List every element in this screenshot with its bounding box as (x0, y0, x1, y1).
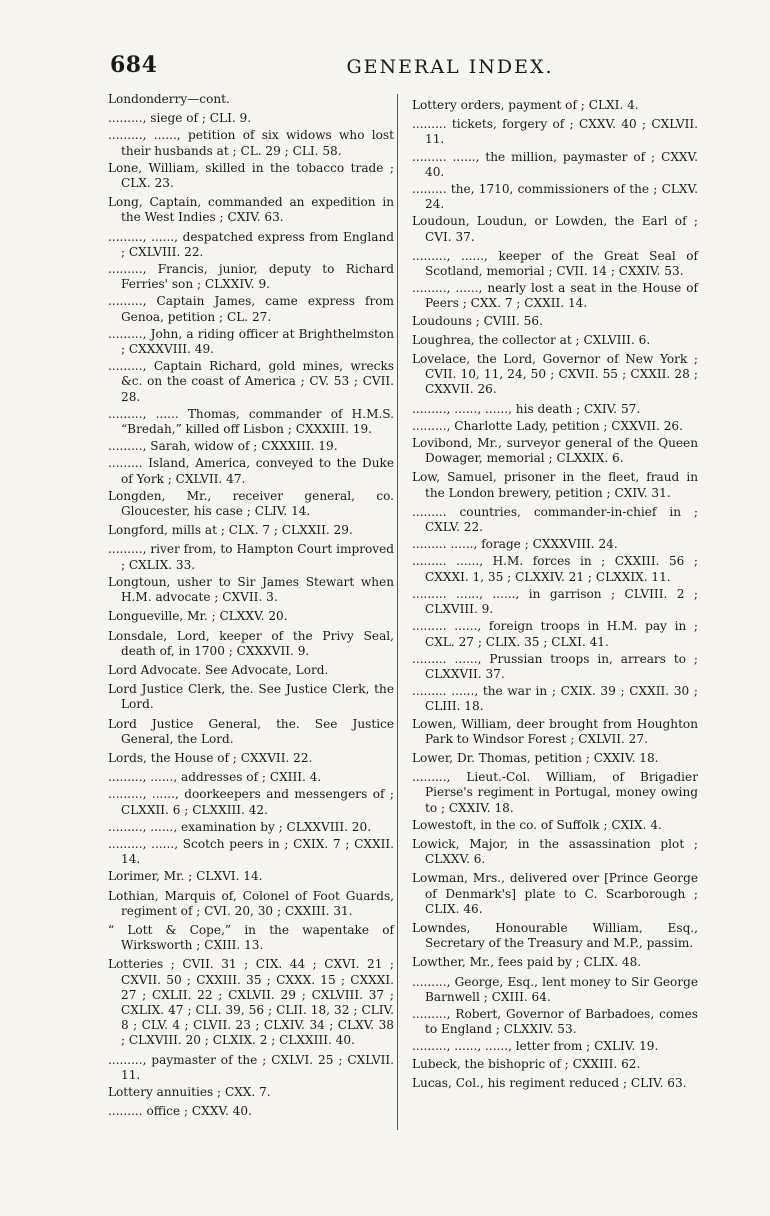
index-entry: ......... ......, Prussian troops in, arrears to ; CLXXVII. 37. (412, 651, 698, 681)
page-number: 684 (110, 52, 158, 78)
index-entry: ......... ......, forage ; CXXXVIII. 24. (412, 537, 618, 552)
right-index-column (412, 98, 698, 1095)
index-entry: Long, Captain, commanded an expedition in the West Indies ; CXIV. 63. (108, 195, 394, 225)
index-entry: Lorimer, Mr. ; CLXVI. 14. (108, 869, 263, 884)
index-entry: Lovelace, the Lord, Governor of New York ; CVII. 10, 11, 24, 50 ; CXVII. 55 ; CXXII. 28 ; CXXVII. 26. (412, 352, 698, 397)
index-entry: ........., ......, Scotch peers in ; CXIX. 7 ; CXXII. 14. (108, 836, 394, 867)
index-entry: ......... ......, H.M. forces in ; CXXIII. 56 ; CXXXI. 1, 35 ; CLXXIV. 21 ; CLXXIX. 11. (412, 554, 698, 584)
index-entry: ........., Francis, junior, deputy to Richard Ferries' son ; CLXXIV. 9. (108, 262, 394, 292)
running-head: GENERAL INDEX. (346, 56, 554, 78)
index-entry: Lubeck, the bishopric of ; CXXIII. 62. (412, 1056, 641, 1071)
index-entry: ........., ......, addresses of ; CXIII. 4. (108, 770, 322, 785)
index-entry: Longden, Mr., receiver general, co. Gloucester, his case ; CLIV. 14. (108, 488, 394, 519)
index-entry: Loudouns ; CVIII. 56. (412, 313, 543, 328)
index-entry: Lord Advocate. See Advocate, Lord. (108, 662, 329, 677)
index-entry: ........., ......, petition of six widows who lost their husbands at ; CL. 29 ; CLI. 58. (108, 128, 394, 158)
index-entry: Lord Justice General, the. See Justice General, the Lord. (108, 716, 394, 746)
index-entry: ........., John, a riding officer at Brighthelmston ; CXXXVIII. 49. (108, 326, 394, 357)
index-entry: Lord Justice Clerk, the. See Justice Clerk, the Lord. (108, 682, 394, 712)
index-entry: Lottery annuities ; CXX. 7. (108, 1084, 271, 1099)
index-entry: ........., siege of ; CLI. 9. (108, 111, 252, 126)
index-entry: Lonsdale, Lord, keeper of the Privy Seal, death of, in 1700 ; CXXXVII. 9. (108, 628, 394, 658)
index-entry: ......... tickets, forgery of ; CXXV. 40 ; CXLVII. 11. (412, 117, 698, 147)
index-entry: ......... ......, the war in ; CXIX. 39 ; CXXII. 30 ; CLIII. 18. (412, 684, 698, 714)
index-entry: ......... ......, foreign troops in H.M. pay in ; CXL. 27 ; CLIX. 35 ; CLXI. 41. (412, 619, 698, 649)
index-entry: ........., Charlotte Lady, petition ; CXXVII. 26. (412, 418, 683, 433)
index-entry: Lowndes, Honourable William, Esq., Secretary of the Treasury and M.P., passim. (412, 920, 698, 951)
index-entry: Lowther, Mr., fees paid by ; CLIX. 48. (412, 955, 642, 970)
index-entry: Longueville, Mr. ; CLXXV. 20. (108, 609, 288, 624)
index-entry: Lone, William, skilled in the tobacco trade ; CLX. 23. (108, 160, 394, 191)
index-entry: Lovibond, Mr., surveyor general of the Queen Dowager, memorial ; CLXXIX. 6. (412, 436, 698, 466)
index-entry: ........., ......, doorkeepers and messengers of ; CLXXII. 6 ; CLXXIII. 42. (108, 787, 394, 817)
index-entry: Lords, the House of ; CXXVII. 22. (108, 750, 313, 765)
index-entry: ........., Lieut.-Col. William, of Brigadier Pierse's regiment in Portugal, money owing to ; CXXIV. 18. (412, 770, 698, 815)
index-entry: “ Lott & Cope,” in the wapentake of Wirksworth ; CXIII. 13. (108, 922, 394, 953)
index-entry: Lucas, Col., his regiment reduced ; CLIV. 63. (412, 1075, 687, 1090)
index-entry: Low, Samuel, prisoner in the fleet, fraud in the London brewery, petition ; CXIV. 31. (412, 470, 698, 500)
index-entry: Lowestoft, in the co. of Suffolk ; CXIX. 4. (412, 817, 662, 832)
index-entry: ........., ......, ......, his death ; CXIV. 57. (412, 401, 641, 416)
index-entry: Lowman, Mrs., delivered over [Prince George of Denmark's] plate to C. Scarborough ; CLIX. 46. (412, 871, 698, 916)
index-entry: ........., Captain James, came express from Genoa, petition ; CL. 27. (108, 294, 394, 324)
index-entry: ........., river from, to Hampton Court improved ; CXLIX. 33. (108, 542, 394, 572)
index-entry: ......... Island, America, conveyed to the Duke of York ; CXLVII. 47. (108, 456, 394, 486)
index-entry: ........., George, Esq., lent money to Sir George Barnwell ; CXIII. 64. (412, 974, 698, 1004)
index-entry: ........., ......, keeper of the Great Seal of Scotland, memorial ; CVII. 14 ; CXXIV. 53. (412, 248, 698, 279)
index-entry: ......... office ; CXXV. 40. (108, 1104, 252, 1119)
index-entry: Lowen, William, deer brought from Houghton Park to Windsor Forest ; CXLVII. 27. (412, 716, 698, 746)
index-entry: ........., ......, nearly lost a seat in the House of Peers ; CXX. 7 ; CXXII. 14. (412, 281, 698, 311)
index-entry: Lothian, Marquis of, Colonel of Foot Guards, regiment of ; CVI. 20, 30 ; CXXIII. 31. (108, 888, 394, 918)
index-entry: ........., ......, examination by ; CLXXVIII. 20. (108, 819, 372, 834)
index-entry: Longtoun, usher to Sir James Stewart when H.M. advocate ; CXVII. 3. (108, 574, 394, 605)
index-entry: ......... ......, the million, paymaster of ; CXXV. 40. (412, 149, 698, 179)
index-entry: ......... the, 1710, commissioners of the ; CLXV. 24. (412, 182, 698, 212)
index-entry: Lowick, Major, in the assassination plot ; CLXXV. 6. (412, 836, 698, 867)
index-entry: ........., ......, despatched express from England ; CXLVIII. 22. (108, 229, 394, 259)
index-entry: ......... ......, ......, in garrison ; CLVIII. 2 ; CLXVIII. 9. (412, 586, 698, 617)
index-entry: Londonderry—cont. (108, 92, 230, 106)
index-entry: Lottery orders, payment of ; CLXI. 4. (412, 98, 639, 112)
index-entry: Loudoun, Loudun, or Lowden, the Earl of ; CVI. 37. (412, 214, 698, 244)
index-entry: ......... countries, commander-in-chief in ; CXLV. 22. (412, 504, 698, 535)
index-entry: Loughrea, the collector at ; CXLVIII. 6. (412, 332, 651, 347)
column-divider (397, 94, 398, 1130)
index-entry: ........., Sarah, widow of ; CXXXIII. 19. (108, 439, 338, 454)
index-entry: ........., ...... Thomas, commander of H.M.S. “Bredah,” killed off Lisbon ; CXXXIII. 19. (108, 406, 394, 437)
left-index-column (108, 92, 394, 1121)
index-entry: ........., paymaster of the ; CXLVI. 25 ; CXLVII. 11. (108, 1052, 394, 1082)
index-entry: Lower, Dr. Thomas, petition ; CXXIV. 18. (412, 750, 659, 765)
index-entry: ........., Captain Richard, gold mines, wrecks &c. on the coast of America ; CV. 53 ; CVII. 28. (108, 359, 394, 404)
index-entry: ........., ......, ......, letter from ; CXLIV. 19. (412, 1039, 659, 1054)
index-entry: Longford, mills at ; CLX. 7 ; CLXXII. 29. (108, 523, 353, 538)
index-entry: ........., Robert, Governor of Barbadoes, comes to England ; CLXXIV. 53. (412, 1006, 698, 1037)
index-entry: Lotteries ; CVII. 31 ; CIX. 44 ; CXVI. 21 ; CXVII. 50 ; CXXIII. 35 ; CXXX. 15 ; CXXXI. 27 ; CXLII. 22 ; CXLVII. 29 ; CXLVIII. 37 ; CXLIX. 47 ; CLI. 39, 56 ; CLII. 18, 32 ; CLIV. 8 ; CLV. 4 ; CLVII. 23 ; CLXIV. 34 ; CLXV. 38 ; CLXVIII. 20 ; CLXIX. 2 ; CLXXIII. 40. (108, 957, 394, 1048)
